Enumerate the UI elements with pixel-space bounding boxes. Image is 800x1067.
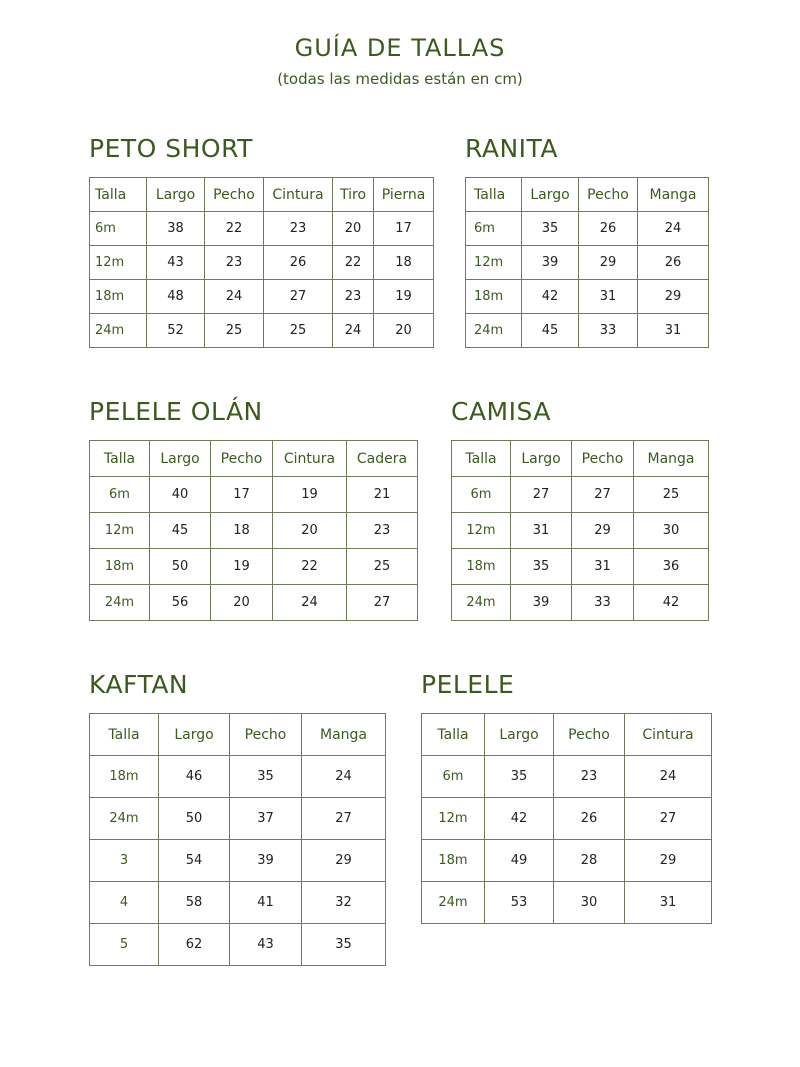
table-cell: 27 [511, 477, 572, 513]
table-cell: 31 [625, 882, 712, 924]
table-cell: 41 [230, 882, 302, 924]
section-kaftan [89, 670, 386, 966]
table-cell: 18 [211, 513, 273, 549]
size-table [89, 713, 386, 966]
section-title: PELELE OLÁN [89, 397, 263, 426]
table-cell: 24 [333, 314, 374, 348]
section-title: RANITA [465, 134, 558, 163]
table-cell: 29 [579, 246, 638, 280]
column-header: Pierna [374, 178, 434, 212]
table-cell: 20 [333, 212, 374, 246]
column-header: Cintura [625, 714, 712, 756]
column-header: Tiro [333, 178, 374, 212]
table-cell: 24 [205, 280, 264, 314]
table-cell: 50 [150, 549, 211, 585]
table-cell: 40 [150, 477, 211, 513]
table-cell: 12m [422, 798, 485, 840]
table-cell: 42 [634, 585, 709, 621]
table-cell: 17 [211, 477, 273, 513]
table-cell: 18m [90, 756, 159, 798]
table-cell: 12m [452, 513, 511, 549]
size-table [465, 177, 709, 348]
column-header: Pecho [579, 178, 638, 212]
table-cell: 35 [522, 212, 579, 246]
section-peto-short [89, 134, 434, 348]
table-cell: 6m [466, 212, 522, 246]
column-header: Largo [159, 714, 230, 756]
table-cell: 18 [374, 246, 434, 280]
table-cell: 25 [347, 549, 418, 585]
table-cell: 38 [147, 212, 205, 246]
table-cell: 31 [579, 280, 638, 314]
column-header: Largo [147, 178, 205, 212]
table-cell: 21 [347, 477, 418, 513]
column-header: Cadera [347, 441, 418, 477]
column-header: Talla [90, 441, 150, 477]
table-cell: 19 [211, 549, 273, 585]
column-header: Pecho [230, 714, 302, 756]
table-cell: 25 [205, 314, 264, 348]
table-row [466, 246, 709, 280]
table-cell: 45 [150, 513, 211, 549]
table-cell: 25 [264, 314, 333, 348]
section-camisa [451, 397, 709, 621]
size-table [89, 440, 418, 621]
table-cell: 32 [302, 882, 386, 924]
table-cell: 20 [374, 314, 434, 348]
size-table [421, 713, 712, 924]
table-row [422, 882, 712, 924]
column-header: Largo [485, 714, 554, 756]
table-cell: 24 [638, 212, 709, 246]
table-cell: 6m [422, 756, 485, 798]
table-cell: 42 [522, 280, 579, 314]
table-cell: 6m [90, 477, 150, 513]
column-header: Talla [466, 178, 522, 212]
column-header: Pecho [211, 441, 273, 477]
table-row [466, 280, 709, 314]
table-cell: 37 [230, 798, 302, 840]
table-cell: 3 [90, 840, 159, 882]
table-cell: 53 [485, 882, 554, 924]
column-header: Cintura [264, 178, 333, 212]
section-title: PELELE [421, 670, 515, 699]
table-cell: 30 [634, 513, 709, 549]
table-cell: 49 [485, 840, 554, 882]
table-row [422, 798, 712, 840]
table-cell: 27 [302, 798, 386, 840]
table-cell: 12m [90, 513, 150, 549]
column-header: Pecho [554, 714, 625, 756]
table-header-row [90, 714, 386, 756]
table-row [90, 477, 418, 513]
table-cell: 50 [159, 798, 230, 840]
section-ranita [465, 134, 709, 348]
table-cell: 26 [264, 246, 333, 280]
table-cell: 35 [485, 756, 554, 798]
column-header: Manga [634, 441, 709, 477]
table-row [90, 212, 434, 246]
table-row [452, 477, 709, 513]
table-cell: 12m [90, 246, 147, 280]
column-header: Talla [452, 441, 511, 477]
table-cell: 35 [230, 756, 302, 798]
table-cell: 18m [466, 280, 522, 314]
table-row [90, 798, 386, 840]
table-cell: 43 [147, 246, 205, 280]
table-row [90, 513, 418, 549]
table-cell: 30 [554, 882, 625, 924]
column-header: Manga [302, 714, 386, 756]
table-cell: 24m [90, 798, 159, 840]
table-row [90, 882, 386, 924]
table-row [90, 549, 418, 585]
table-cell: 58 [159, 882, 230, 924]
table-cell: 27 [264, 280, 333, 314]
table-cell: 19 [374, 280, 434, 314]
table-cell: 29 [302, 840, 386, 882]
table-cell: 23 [205, 246, 264, 280]
section-pelele-olan [89, 397, 418, 621]
table-cell: 39 [230, 840, 302, 882]
table-row [422, 756, 712, 798]
page-title: GUÍA DE TALLAS [294, 34, 506, 62]
table-cell: 24m [90, 314, 147, 348]
section-title: CAMISA [451, 397, 551, 426]
table-header-row [90, 178, 434, 212]
table-cell: 56 [150, 585, 211, 621]
table-cell: 33 [572, 585, 634, 621]
column-header: Manga [638, 178, 709, 212]
table-cell: 5 [90, 924, 159, 966]
table-row [90, 840, 386, 882]
table-cell: 18m [452, 549, 511, 585]
table-row [90, 246, 434, 280]
column-header: Largo [511, 441, 572, 477]
column-header: Talla [422, 714, 485, 756]
table-cell: 39 [522, 246, 579, 280]
table-cell: 4 [90, 882, 159, 924]
table-cell: 62 [159, 924, 230, 966]
page-subtitle: (todas las medidas están en cm) [277, 70, 523, 88]
table-cell: 27 [625, 798, 712, 840]
column-header: Largo [150, 441, 211, 477]
column-header: Talla [90, 714, 159, 756]
table-cell: 26 [579, 212, 638, 246]
table-cell: 24m [90, 585, 150, 621]
section-pelele [421, 670, 712, 924]
table-cell: 39 [511, 585, 572, 621]
table-cell: 45 [522, 314, 579, 348]
column-header: Talla [90, 178, 147, 212]
table-row [452, 513, 709, 549]
page-header [0, 34, 800, 88]
table-row [452, 549, 709, 585]
table-cell: 6m [452, 477, 511, 513]
table-cell: 24 [273, 585, 347, 621]
table-cell: 27 [347, 585, 418, 621]
table-cell: 23 [333, 280, 374, 314]
table-cell: 19 [273, 477, 347, 513]
size-table [89, 177, 434, 348]
column-header: Pecho [205, 178, 264, 212]
table-cell: 43 [230, 924, 302, 966]
table-header-row [452, 441, 709, 477]
section-title: KAFTAN [89, 670, 189, 699]
table-cell: 20 [211, 585, 273, 621]
table-row [466, 314, 709, 348]
column-header: Pecho [572, 441, 634, 477]
table-cell: 33 [579, 314, 638, 348]
table-cell: 42 [485, 798, 554, 840]
table-row [422, 840, 712, 882]
table-header-row [466, 178, 709, 212]
table-cell: 25 [634, 477, 709, 513]
table-cell: 36 [634, 549, 709, 585]
table-cell: 24m [466, 314, 522, 348]
column-header: Largo [522, 178, 579, 212]
table-cell: 26 [638, 246, 709, 280]
table-row [90, 280, 434, 314]
table-cell: 52 [147, 314, 205, 348]
table-cell: 35 [511, 549, 572, 585]
table-cell: 29 [572, 513, 634, 549]
table-cell: 22 [273, 549, 347, 585]
table-cell: 26 [554, 798, 625, 840]
section-title: PETO SHORT [89, 134, 253, 163]
table-header-row [422, 714, 712, 756]
table-cell: 23 [347, 513, 418, 549]
table-header-row [90, 441, 418, 477]
table-cell: 31 [638, 314, 709, 348]
table-cell: 23 [554, 756, 625, 798]
table-cell: 18m [90, 549, 150, 585]
table-cell: 17 [374, 212, 434, 246]
table-cell: 31 [572, 549, 634, 585]
table-cell: 24m [422, 882, 485, 924]
table-row [90, 924, 386, 966]
table-cell: 20 [273, 513, 347, 549]
column-header: Cintura [273, 441, 347, 477]
table-cell: 46 [159, 756, 230, 798]
table-cell: 31 [511, 513, 572, 549]
table-cell: 29 [638, 280, 709, 314]
table-row [90, 585, 418, 621]
table-cell: 48 [147, 280, 205, 314]
table-cell: 6m [90, 212, 147, 246]
table-cell: 28 [554, 840, 625, 882]
table-cell: 35 [302, 924, 386, 966]
table-cell: 12m [466, 246, 522, 280]
table-cell: 29 [625, 840, 712, 882]
table-row [466, 212, 709, 246]
table-row [90, 314, 434, 348]
table-row [90, 756, 386, 798]
table-cell: 22 [333, 246, 374, 280]
table-cell: 24 [625, 756, 712, 798]
table-cell: 54 [159, 840, 230, 882]
table-cell: 23 [264, 212, 333, 246]
table-cell: 18m [422, 840, 485, 882]
table-cell: 24 [302, 756, 386, 798]
table-cell: 22 [205, 212, 264, 246]
size-table [451, 440, 709, 621]
table-cell: 27 [572, 477, 634, 513]
table-cell: 18m [90, 280, 147, 314]
table-cell: 24m [452, 585, 511, 621]
table-row [452, 585, 709, 621]
